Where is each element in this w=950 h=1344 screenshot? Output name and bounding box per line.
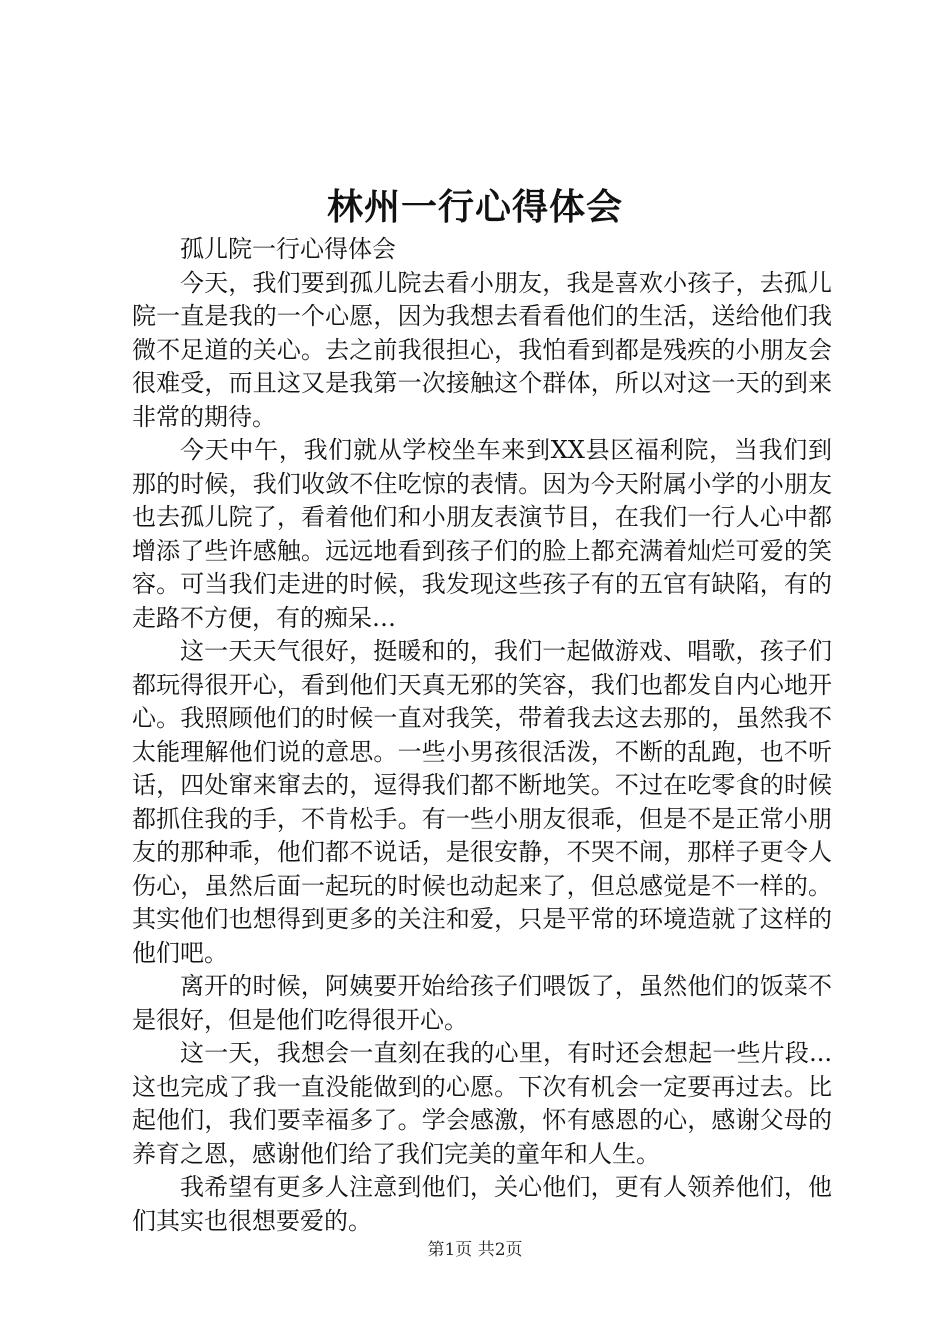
page-footer: 第1页 共2页	[427, 1240, 523, 1260]
paragraph: 这一天天气很好，挺暖和的，我们一起做游戏、唱歌，孩子们都玩得很开心，看到他们天真无邪的笑容，我们也都发自内心地开心。我照顾他们的时候一直对我笑，带着我去这去那的，虽然我不太能理解他们说的意思。一些小男孩很活泼，不断的乱跑，也不听话，四处窜来窜去的，逗得我们都不断地笑。不过在吃零食的时候都抓住我的手，不肯松手。有一些小朋友很乖，但是不是正常小朋友的那种乖，他们都不说话，是很安静，不哭不闹，那样子更令人伤心，虽然后面一起玩的时候也动起来了，但总感觉是不一样的。其实他们也想得到更多的关注和爱，只是平常的环境造就了这样的他们吧。	[132, 637, 832, 967]
paragraph-subtitle: 孤儿院一行心得体会	[180, 235, 396, 263]
paragraph: 今天中午，我们就从学校坐车来到XX县区福利院，当我们到那的时候，我们收敛不住吃惊的表情。因为今天附属小学的小朋友也去孤儿院了，看着他们和小朋友表演节目，在我们一行人心中都增添了些许感触。远远地看到孩子们的脸上都充满着灿烂可爱的笑容。可当我们走进的时候，我发现这些孩子有的五官有缺陷，有的走路不方便，有的痴呆…	[132, 436, 832, 632]
document-title: 林州一行心得体会	[326, 186, 623, 228]
paragraph: 今天，我们要到孤儿院去看小朋友，我是喜欢小孩子，去孤儿院一直是我的一个心愿，因为我想去看看他们的生活，送给他们我微不足道的关心。去之前我很担心，我怕看到都是残疾的小朋友会很难受，而且这又是我第一次接触这个群体，所以对这一天的到来非常的期待。	[132, 268, 832, 431]
paragraph: 这一天，我想会一直刻在我的心里，有时还会想起一些片段...这也完成了我一直没能做到的心愿。下次有机会一定要再过去。比起他们，我们要幸福多了。学会感激，怀有感恩的心，感谢父母的养育之恩，感谢他们给了我们完美的童年和人生。	[132, 1039, 832, 1168]
paragraph: 我希望有更多人注意到他们，关心他们，更有人领养他们，他们其实也很想要爱的。	[132, 1173, 832, 1235]
document-body	[132, 233, 832, 1238]
paragraph: 离开的时候，阿姨要开始给孩子们喂饭了，虽然他们的饭菜不是很好，但是他们吃得很开心。	[132, 972, 832, 1034]
